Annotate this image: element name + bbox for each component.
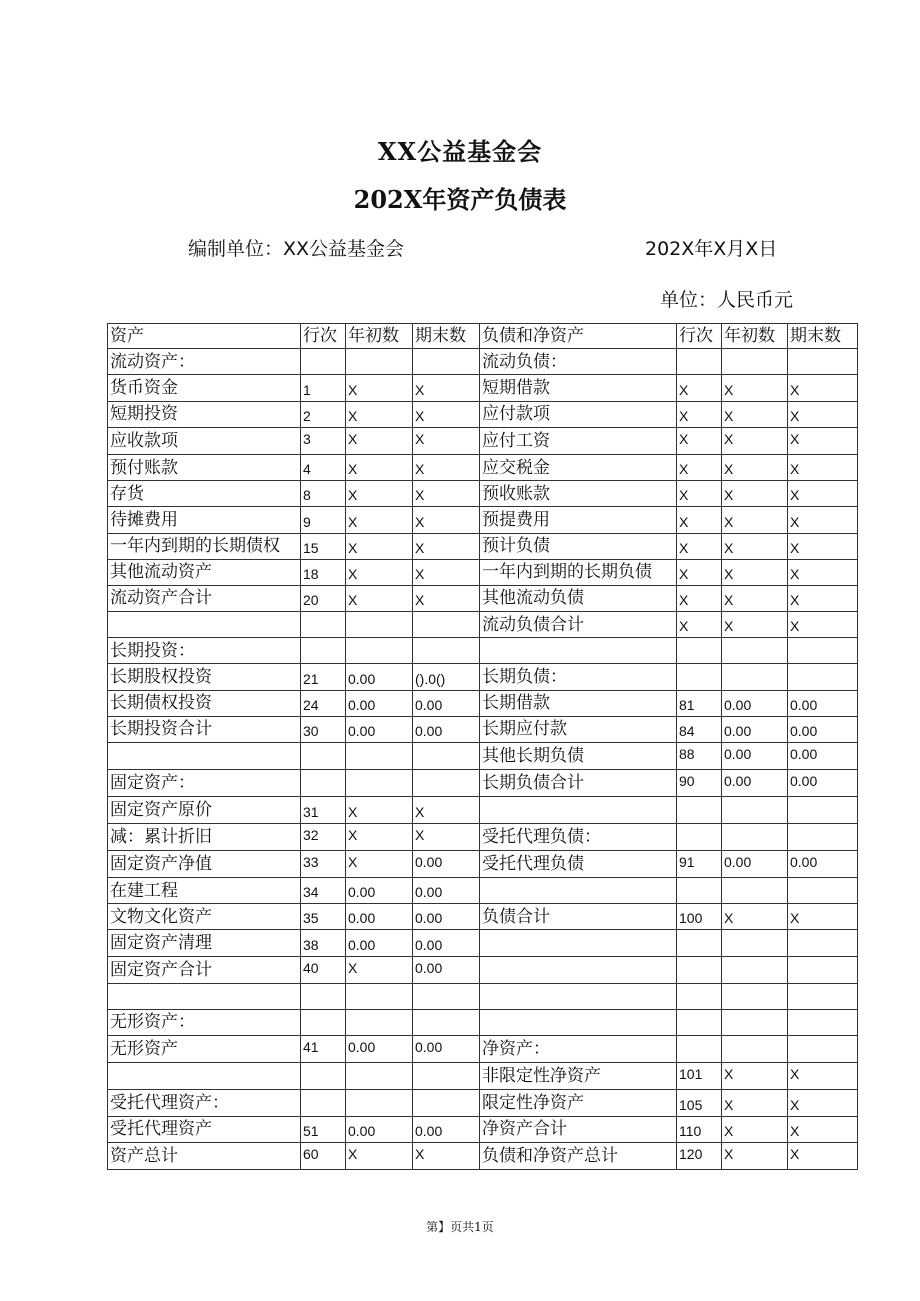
liability-end: 0.00 [788, 690, 858, 716]
asset-end: 0.00 [413, 850, 480, 877]
table-row [108, 904, 858, 930]
liability-end [788, 638, 858, 664]
liability-name [480, 638, 677, 664]
liability-name [480, 930, 677, 956]
liability-begin: X [722, 375, 788, 401]
liability-name: 净资产合计 [480, 1116, 677, 1142]
liability-begin: X [722, 481, 788, 507]
asset-name: 文物文化资产 [108, 904, 301, 930]
liability-name: 预提费用 [480, 507, 677, 533]
liability-name: 长期应付款 [480, 716, 677, 742]
liability-name: 其他流动负债 [480, 585, 677, 611]
col-header-assets: 资产 [108, 324, 301, 349]
table-row [108, 1036, 858, 1063]
asset-line: 9 [301, 507, 346, 533]
asset-line: 60 [301, 1142, 346, 1169]
liability-name [480, 1009, 677, 1035]
asset-end: 0.00 [413, 930, 480, 956]
liability-name: 受托代理负债 [480, 850, 677, 877]
asset-end: X [413, 533, 480, 559]
asset-name: 固定资产净值 [108, 850, 301, 877]
report-title: 202X年资产负债表 [353, 185, 567, 214]
asset-name: 预付账款 [108, 454, 301, 480]
liability-name: 应付工资 [480, 427, 677, 454]
asset-line: 33 [301, 850, 346, 877]
table-row [108, 533, 858, 559]
asset-line: 34 [301, 877, 346, 903]
asset-line [301, 1009, 346, 1035]
table-row [108, 559, 858, 585]
asset-end: X [413, 559, 480, 585]
liability-end: 0.00 [788, 850, 858, 877]
asset-name: 受托代理资产 [108, 1116, 301, 1142]
compiler-label: 编制单位： [188, 238, 284, 260]
liability-line [677, 823, 722, 850]
asset-begin: X [346, 375, 413, 401]
asset-line [301, 1063, 346, 1090]
table-row [108, 1116, 858, 1142]
report-date: 202X年X月X日 [645, 238, 778, 260]
liability-begin: X [722, 507, 788, 533]
liability-end [788, 930, 858, 956]
table-row [108, 585, 858, 611]
asset-end: X [413, 1142, 480, 1169]
liability-end: X [788, 612, 858, 638]
liability-begin: X [722, 427, 788, 454]
liability-line: 81 [677, 690, 722, 716]
col-header-begin: 年初数 [346, 324, 413, 349]
asset-line [301, 743, 346, 770]
asset-name: 长期债权投资 [108, 690, 301, 716]
asset-begin: X [346, 427, 413, 454]
liability-begin: X [722, 401, 788, 427]
asset-end [413, 1009, 480, 1035]
asset-end: X [413, 481, 480, 507]
asset-name: 资产总计 [108, 1142, 301, 1169]
liability-begin: X [722, 585, 788, 611]
balance-sheet-table [107, 323, 858, 1170]
asset-begin: 0.00 [346, 716, 413, 742]
liability-end: X [788, 585, 858, 611]
liability-begin [722, 930, 788, 956]
asset-name: 长期投资： [108, 638, 301, 664]
asset-line: 30 [301, 716, 346, 742]
asset-line: 35 [301, 904, 346, 930]
liability-line [677, 930, 722, 956]
asset-end: X [413, 823, 480, 850]
liability-line: 105 [677, 1090, 722, 1116]
liability-line: X [677, 507, 722, 533]
table-row [108, 375, 858, 401]
liability-begin: X [722, 559, 788, 585]
asset-line: 15 [301, 533, 346, 559]
asset-line: 40 [301, 956, 346, 983]
asset-line: 38 [301, 930, 346, 956]
asset-begin [346, 743, 413, 770]
table-row [108, 823, 858, 850]
asset-line: 18 [301, 559, 346, 585]
asset-end: 0.00 [413, 1036, 480, 1063]
asset-line: 3 [301, 427, 346, 454]
liability-line: 90 [677, 770, 722, 797]
asset-begin: X [346, 533, 413, 559]
table-row [108, 743, 858, 770]
asset-name [108, 743, 301, 770]
asset-name: 应收款项 [108, 427, 301, 454]
liability-line: X [677, 585, 722, 611]
asset-begin [346, 612, 413, 638]
table-row [108, 716, 858, 742]
liability-end: X [788, 427, 858, 454]
liability-line [677, 956, 722, 983]
compiler-value: XX公益基金会 [283, 238, 405, 260]
asset-begin: 0.00 [346, 904, 413, 930]
table-row [108, 983, 858, 1009]
asset-begin [346, 349, 413, 375]
asset-begin: 0.00 [346, 690, 413, 716]
liability-line [677, 983, 722, 1009]
liability-end [788, 956, 858, 983]
page-footer: 第】页共1页 [426, 1220, 494, 1234]
asset-begin: X [346, 507, 413, 533]
asset-end [413, 638, 480, 664]
liability-line: 84 [677, 716, 722, 742]
asset-name: 存货 [108, 481, 301, 507]
liability-end [788, 1009, 858, 1035]
asset-begin: X [346, 956, 413, 983]
liability-line: 100 [677, 904, 722, 930]
asset-line [301, 612, 346, 638]
table-row [108, 1009, 858, 1035]
table-row [108, 877, 858, 903]
liability-end [788, 349, 858, 375]
table-row [108, 427, 858, 454]
liability-begin: X [722, 533, 788, 559]
asset-begin: X [346, 481, 413, 507]
asset-end: X [413, 454, 480, 480]
col-header-end: 期末数 [788, 324, 858, 349]
liability-begin: X [722, 612, 788, 638]
asset-name: 固定资产原价 [108, 797, 301, 823]
liability-name: 非限定性净资产 [480, 1063, 677, 1090]
liability-begin [722, 349, 788, 375]
asset-end: 0.00 [413, 690, 480, 716]
table-row [108, 1090, 858, 1116]
liability-line [677, 638, 722, 664]
asset-begin: X [346, 454, 413, 480]
liability-name [480, 877, 677, 903]
liability-line: X [677, 481, 722, 507]
asset-name: 流动资产合计 [108, 585, 301, 611]
asset-begin [346, 1009, 413, 1035]
asset-name: 短期投资 [108, 401, 301, 427]
asset-end [413, 743, 480, 770]
asset-end: X [413, 375, 480, 401]
col-header-line: 行次 [677, 324, 722, 349]
liability-begin: X [722, 1063, 788, 1090]
table-row [108, 930, 858, 956]
asset-end: ().0() [413, 664, 480, 690]
liability-begin [722, 823, 788, 850]
asset-begin: 0.00 [346, 1116, 413, 1142]
asset-end: 0.00 [413, 716, 480, 742]
liability-begin [722, 797, 788, 823]
liability-line [677, 349, 722, 375]
table-row [108, 349, 858, 375]
liability-name: 流动负债： [480, 349, 677, 375]
liability-name: 受托代理负债： [480, 823, 677, 850]
asset-name: 减：累计折旧 [108, 823, 301, 850]
asset-begin: 0.00 [346, 1036, 413, 1063]
liability-line [677, 1009, 722, 1035]
liability-line: 110 [677, 1116, 722, 1142]
liability-line: 101 [677, 1063, 722, 1090]
liability-end: X [788, 375, 858, 401]
asset-end [413, 349, 480, 375]
asset-name [108, 1063, 301, 1090]
liability-line: X [677, 375, 722, 401]
asset-name: 流动资产： [108, 349, 301, 375]
asset-begin [346, 1090, 413, 1116]
liability-end: X [788, 1142, 858, 1169]
asset-line [301, 770, 346, 797]
liability-name: 长期借款 [480, 690, 677, 716]
asset-line: 1 [301, 375, 346, 401]
liability-end: 0.00 [788, 770, 858, 797]
liability-end [788, 797, 858, 823]
table-row [108, 454, 858, 480]
liability-line [677, 664, 722, 690]
asset-begin [346, 638, 413, 664]
asset-begin: 0.00 [346, 664, 413, 690]
liability-end: X [788, 481, 858, 507]
asset-name: 无形资产 [108, 1036, 301, 1063]
asset-name: 无形资产： [108, 1009, 301, 1035]
asset-name: 其他流动资产 [108, 559, 301, 585]
asset-begin [346, 770, 413, 797]
table-row [108, 956, 858, 983]
asset-begin [346, 1063, 413, 1090]
liability-begin: X [722, 454, 788, 480]
asset-end [413, 983, 480, 1009]
liability-name: 流动负债合计 [480, 612, 677, 638]
liability-name: 预收账款 [480, 481, 677, 507]
asset-name: 固定资产清理 [108, 930, 301, 956]
liability-begin [722, 638, 788, 664]
liability-name [480, 983, 677, 1009]
org-title: XX公益基金会 [377, 137, 543, 166]
table-row [108, 770, 858, 797]
liability-name: 负债和净资产总计 [480, 1142, 677, 1169]
table-row [108, 1142, 858, 1169]
liability-end: 0.00 [788, 743, 858, 770]
liability-line: X [677, 559, 722, 585]
liability-begin: 0.00 [722, 690, 788, 716]
liability-name: 应付款项 [480, 401, 677, 427]
liability-name: 长期负债合计 [480, 770, 677, 797]
asset-begin: X [346, 850, 413, 877]
asset-begin: X [346, 401, 413, 427]
asset-line: 4 [301, 454, 346, 480]
liability-end: X [788, 1116, 858, 1142]
liability-end: X [788, 507, 858, 533]
liability-end: X [788, 454, 858, 480]
asset-begin: X [346, 585, 413, 611]
asset-line: 8 [301, 481, 346, 507]
asset-line [301, 638, 346, 664]
liability-end: X [788, 1063, 858, 1090]
asset-begin [346, 983, 413, 1009]
table-header-row [108, 324, 858, 349]
asset-name: 固定资产合计 [108, 956, 301, 983]
asset-end: X [413, 401, 480, 427]
asset-line: 2 [301, 401, 346, 427]
liability-line: 91 [677, 850, 722, 877]
table-row [108, 664, 858, 690]
compiler-info [188, 234, 404, 261]
liability-name: 负债合计 [480, 904, 677, 930]
liability-line: X [677, 454, 722, 480]
table-row [108, 401, 858, 427]
liability-end: X [788, 904, 858, 930]
liability-end: X [788, 533, 858, 559]
liability-name: 预计负债 [480, 533, 677, 559]
asset-name: 长期股权投资 [108, 664, 301, 690]
liability-line [677, 877, 722, 903]
asset-line: 41 [301, 1036, 346, 1063]
asset-line: 21 [301, 664, 346, 690]
asset-end: X [413, 585, 480, 611]
asset-end [413, 1090, 480, 1116]
table-row [108, 797, 858, 823]
table-row [108, 1063, 858, 1090]
liability-end [788, 823, 858, 850]
liability-name: 应交税金 [480, 454, 677, 480]
liability-name: 短期借款 [480, 375, 677, 401]
asset-end [413, 1063, 480, 1090]
asset-end [413, 770, 480, 797]
asset-begin: 0.00 [346, 930, 413, 956]
table-row [108, 638, 858, 664]
asset-name: 在建工程 [108, 877, 301, 903]
table-row [108, 481, 858, 507]
liability-line: 120 [677, 1142, 722, 1169]
asset-name: 货币资金 [108, 375, 301, 401]
liability-name [480, 956, 677, 983]
liability-begin: 0.00 [722, 850, 788, 877]
asset-end: X [413, 507, 480, 533]
liability-end [788, 664, 858, 690]
asset-line: 32 [301, 823, 346, 850]
table-row [108, 850, 858, 877]
col-header-end: 期末数 [413, 324, 480, 349]
asset-name: 受托代理资产： [108, 1090, 301, 1116]
asset-name: 长期投资合计 [108, 716, 301, 742]
liability-name [480, 797, 677, 823]
liability-end: 0.00 [788, 716, 858, 742]
liability-end [788, 1036, 858, 1063]
liability-begin [722, 877, 788, 903]
liability-end [788, 877, 858, 903]
liability-line: X [677, 533, 722, 559]
liability-begin: X [722, 1142, 788, 1169]
table-row [108, 612, 858, 638]
liability-begin: 0.00 [722, 743, 788, 770]
col-header-begin: 年初数 [722, 324, 788, 349]
liability-begin: X [722, 1116, 788, 1142]
asset-end: X [413, 797, 480, 823]
asset-begin: 0.00 [346, 877, 413, 903]
liability-begin [722, 1009, 788, 1035]
liability-line [677, 1036, 722, 1063]
asset-end [413, 612, 480, 638]
asset-line [301, 1090, 346, 1116]
liability-name: 一年内到期的长期负债 [480, 559, 677, 585]
liability-name: 净资产： [480, 1036, 677, 1063]
asset-begin: X [346, 559, 413, 585]
asset-name: 待摊费用 [108, 507, 301, 533]
asset-name [108, 612, 301, 638]
asset-name: 一年内到期的长期债权 [108, 533, 301, 559]
liability-line: 88 [677, 743, 722, 770]
asset-begin: X [346, 797, 413, 823]
asset-line: 24 [301, 690, 346, 716]
asset-begin: X [346, 1142, 413, 1169]
liability-line [677, 797, 722, 823]
asset-end: 0.00 [413, 1116, 480, 1142]
liability-begin [722, 1036, 788, 1063]
liability-name: 长期负债： [480, 664, 677, 690]
asset-end: 0.00 [413, 956, 480, 983]
liability-begin [722, 664, 788, 690]
liability-line: X [677, 401, 722, 427]
liability-begin: X [722, 1090, 788, 1116]
asset-line: 51 [301, 1116, 346, 1142]
asset-line: 31 [301, 797, 346, 823]
asset-line [301, 983, 346, 1009]
asset-name [108, 983, 301, 1009]
liability-begin: X [722, 904, 788, 930]
asset-end: 0.00 [413, 904, 480, 930]
liability-line: X [677, 612, 722, 638]
liability-name: 其他长期负债 [480, 743, 677, 770]
liability-end: X [788, 1090, 858, 1116]
asset-begin: X [346, 823, 413, 850]
col-header-liabilities: 负债和净资产 [480, 324, 677, 349]
asset-end: 0.00 [413, 877, 480, 903]
liability-begin [722, 983, 788, 1009]
liability-end: X [788, 401, 858, 427]
liability-line: X [677, 427, 722, 454]
liability-end: X [788, 559, 858, 585]
asset-name: 固定资产： [108, 770, 301, 797]
asset-line [301, 349, 346, 375]
table-row [108, 690, 858, 716]
liability-end [788, 983, 858, 1009]
liability-name: 限定性净资产 [480, 1090, 677, 1116]
liability-begin: 0.00 [722, 770, 788, 797]
asset-line: 20 [301, 585, 346, 611]
asset-end: X [413, 427, 480, 454]
col-header-line: 行次 [301, 324, 346, 349]
liability-begin [722, 956, 788, 983]
liability-begin: 0.00 [722, 716, 788, 742]
currency-unit: 单位：人民币元 [660, 289, 794, 311]
table-row [108, 507, 858, 533]
